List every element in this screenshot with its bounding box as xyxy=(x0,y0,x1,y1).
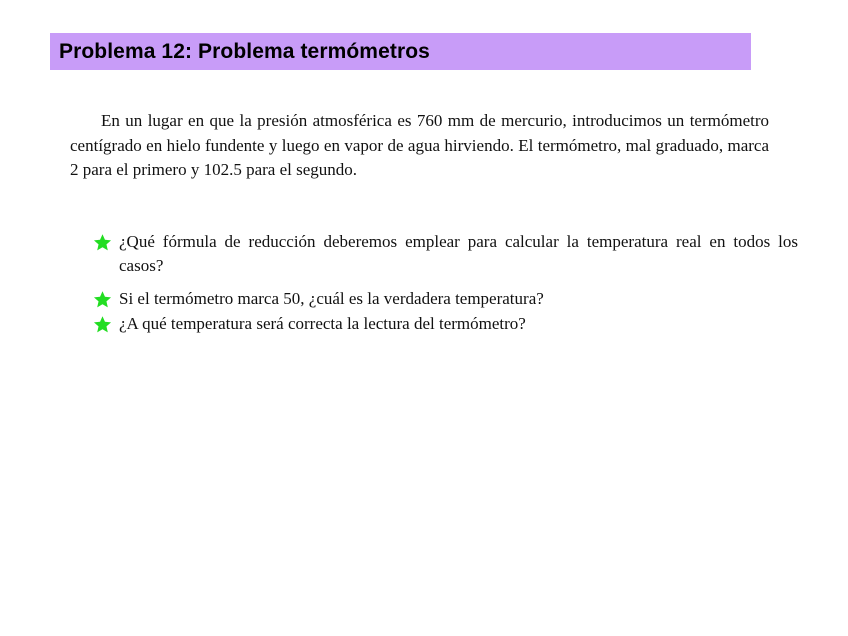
star-icon xyxy=(90,287,114,311)
question-item xyxy=(90,230,798,278)
question-item xyxy=(90,287,798,311)
star-icon xyxy=(90,230,114,254)
question-text: ¿Qué fórmula de reducción deberemos emplear para calcular la temperatura real en todos los casos? xyxy=(119,232,798,275)
question-list xyxy=(90,230,798,345)
question-item xyxy=(90,312,798,336)
problem-title-bar xyxy=(50,33,751,70)
problem-statement: En un lugar en que la presión atmosférica es 760 mm de mercurio, introducimos un termómetro centígrado en hielo fundente y luego en vapor de agua hirviendo. El termómetro, mal graduado, marca 2 para el primero y 102.5 para el segundo. xyxy=(70,111,769,179)
question-text: ¿A qué temperatura será correcta la lectura del termómetro? xyxy=(119,314,526,333)
star-icon xyxy=(90,312,114,336)
problem-title: Problema 12: Problema termómetros xyxy=(59,39,430,63)
question-text: Si el termómetro marca 50, ¿cuál es la verdadera temperatura? xyxy=(119,289,544,308)
